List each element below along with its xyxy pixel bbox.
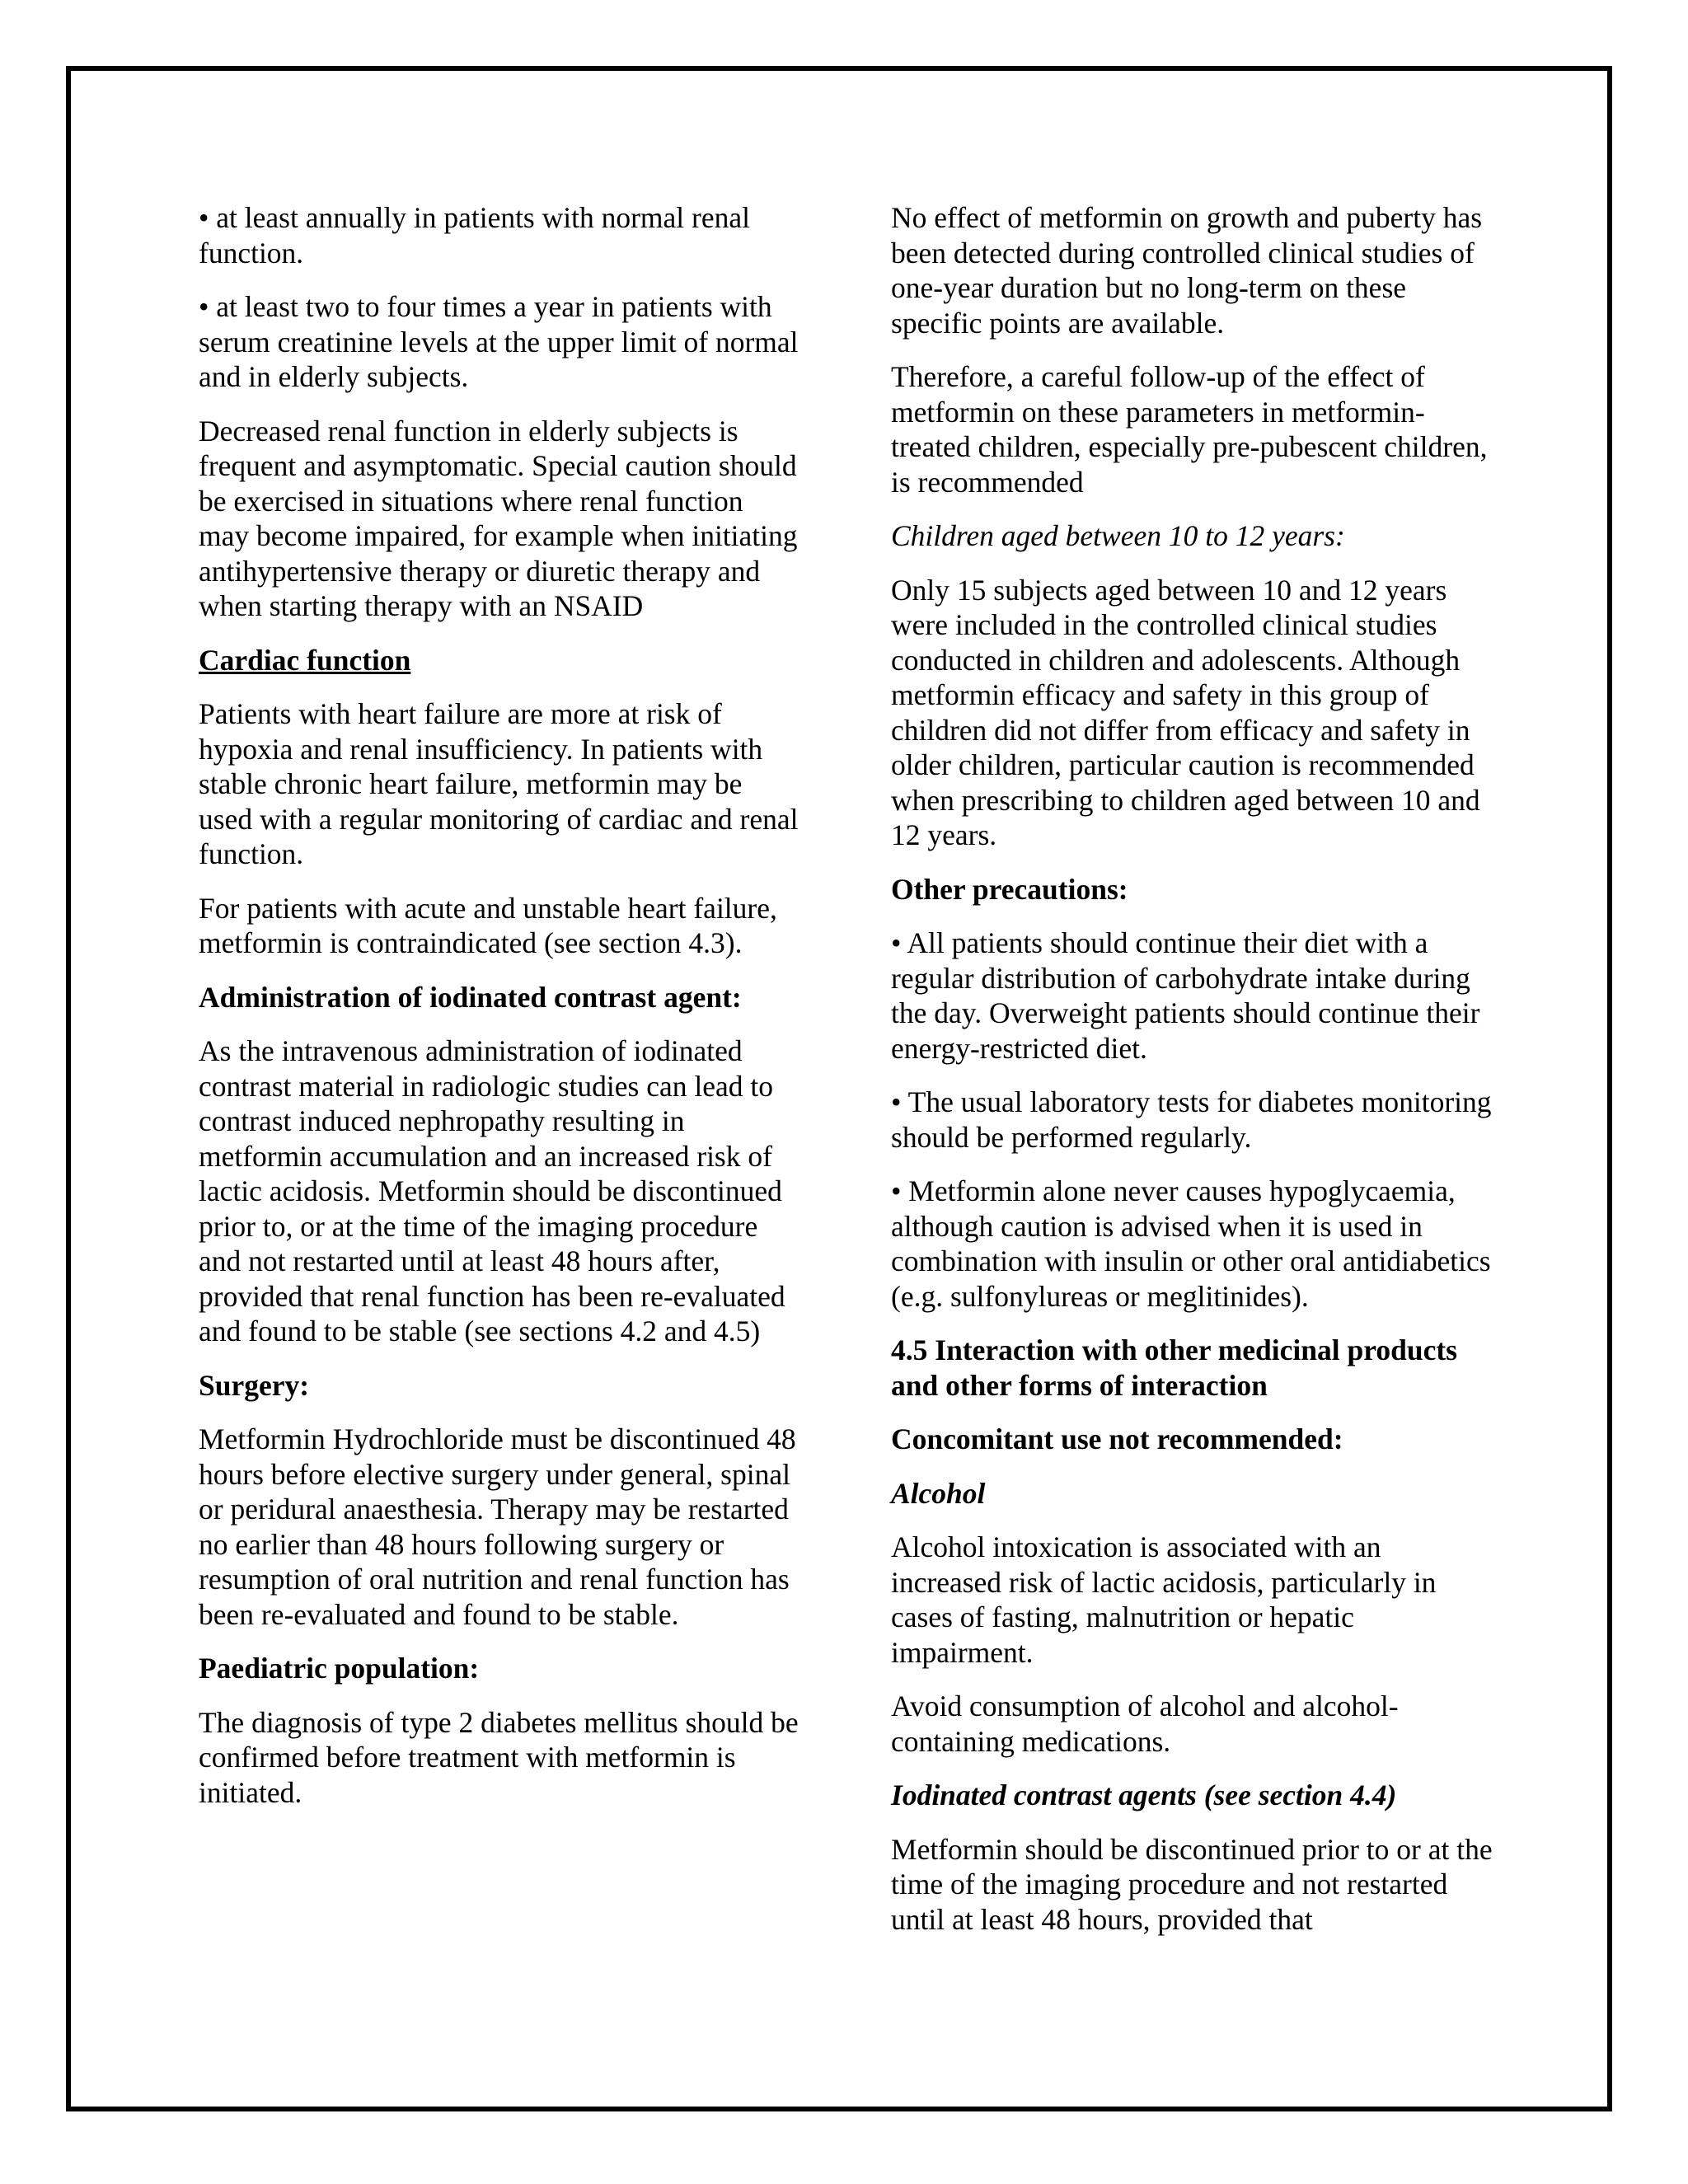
paragraph-hypoglycaemia: • Metformin alone never causes hypoglycaemia, although caution is advised when it is used in combination with insulin or other oral antidiabetics (e.g. sulfonylureas or meglitinides). [891, 1174, 1491, 1313]
heading-alcohol: Alcohol [891, 1476, 986, 1510]
right-column [891, 200, 1493, 1956]
paragraph-discontinue-metformin: Metformin should be discontinued prior to or at the time of the imaging procedure and not restarted until at least 48 hours, provided that [891, 1832, 1493, 1936]
paragraph-follow-up: Therefore, a careful follow-up of the effect of metformin on these parameters in metformin-treated children, especially pre-pubescent children, is recommended [891, 360, 1488, 499]
paragraph-avoid-alcohol: Avoid consumption of alcohol and alcohol-containing medications. [891, 1690, 1399, 1758]
left-column [199, 200, 800, 1829]
paragraph-acute-heart-failure: For patients with acute and unstable heart failure, metformin is contraindicated (see section 4.3). [199, 891, 777, 959]
paragraph-growth-puberty: No effect of metformin on growth and puberty has been detected during controlled clinical studies of one-year duration but no long-term on these specific points are available. [891, 201, 1483, 340]
paragraph-iodinated-contrast: As the intravenous administration of iodinated contrast material in radiologic studies can lead to contrast induced nephropathy resulting in metformin accumulation and an increased risk of lactic acidosis. Metformin should be discontinued prior to, or at the time of the imaging procedure and not restarted until at least 48 hours after, provided that renal function has been re-evaluated and found to be stable (see sections 4.2 and 4.5) [199, 1034, 785, 1347]
heading-surgery: Surgery: [199, 1368, 310, 1402]
paragraph-alcohol-intoxication: Alcohol intoxication is associated with an increased risk of lactic acidosis, particularly in cases of fasting, malnutrition or hepatic impairment. [891, 1530, 1437, 1669]
paragraph-twice-yearly-monitoring: • at least two to four times a year in patients with serum creatinine levels at the upper limit of normal and in elderly subjects. [199, 290, 799, 393]
paragraph-heart-failure: Patients with heart failure are more at risk of hypoxia and renal insufficiency. In patients with stable chronic heart failure, metformin may be used with a regular monitoring of cardiac and renal function. [199, 697, 799, 870]
heading-paediatric-population: Paediatric population: [199, 1652, 480, 1685]
heading-other-precautions: Other precautions: [891, 872, 1128, 906]
paragraph-surgery: Metformin Hydrochloride must be discontinued 48 hours before elective surgery under general, spinal or peridural anaesthesia. Therapy may be restarted no earlier than 48 hours following surgery or resumption of oral nutrition and renal function has been re-evaluated and found to be stable. [199, 1422, 796, 1631]
paragraph-lab-tests: • The usual laboratory tests for diabetes monitoring should be performed regularly. [891, 1085, 1492, 1154]
heading-iodinated-contrast: Administration of iodinated contrast agent: [199, 980, 742, 1014]
heading-concomitant-use: Concomitant use not recommended: [891, 1422, 1343, 1455]
paragraph-paediatric-diagnosis: The diagnosis of type 2 diabetes mellitus should be confirmed before treatment with metformin is initiated. [199, 1705, 799, 1809]
paragraph-renal-elderly: Decreased renal function in elderly subjects is frequent and asymptomatic. Special caution should be exercised in situations where renal function may become impaired, for example when initiating antihypertensive therapy or diuretic therapy and when starting therapy with an NSAID [199, 414, 798, 622]
heading-children-10-12: Children aged between 10 to 12 years: [891, 519, 1345, 552]
heading-iodinated-contrast-agents: Iodinated contrast agents (see section 4.4) [891, 1779, 1397, 1811]
paragraph-diet: • All patients should continue their diet with a regular distribution of carbohydrate intake during the day. Overweight patients should continue their energy-restricted diet. [891, 926, 1480, 1065]
paragraph-children-10-12: Only 15 subjects aged between 10 and 12 years were included in the controlled clinical studies conducted in children and adolescents. Although metformin efficacy and safety in this group of children did not differ from efficacy and safety in older children, particular caution is recommended when prescribing to children aged between 10 and 12 years. [891, 573, 1480, 851]
paragraph-annual-monitoring: • at least annually in patients with normal renal function. [199, 201, 750, 269]
heading-cardiac-function: Cardiac function [199, 643, 411, 677]
heading-section-4-5: 4.5 Interaction with other medicinal products and other forms of interaction [891, 1333, 1457, 1402]
